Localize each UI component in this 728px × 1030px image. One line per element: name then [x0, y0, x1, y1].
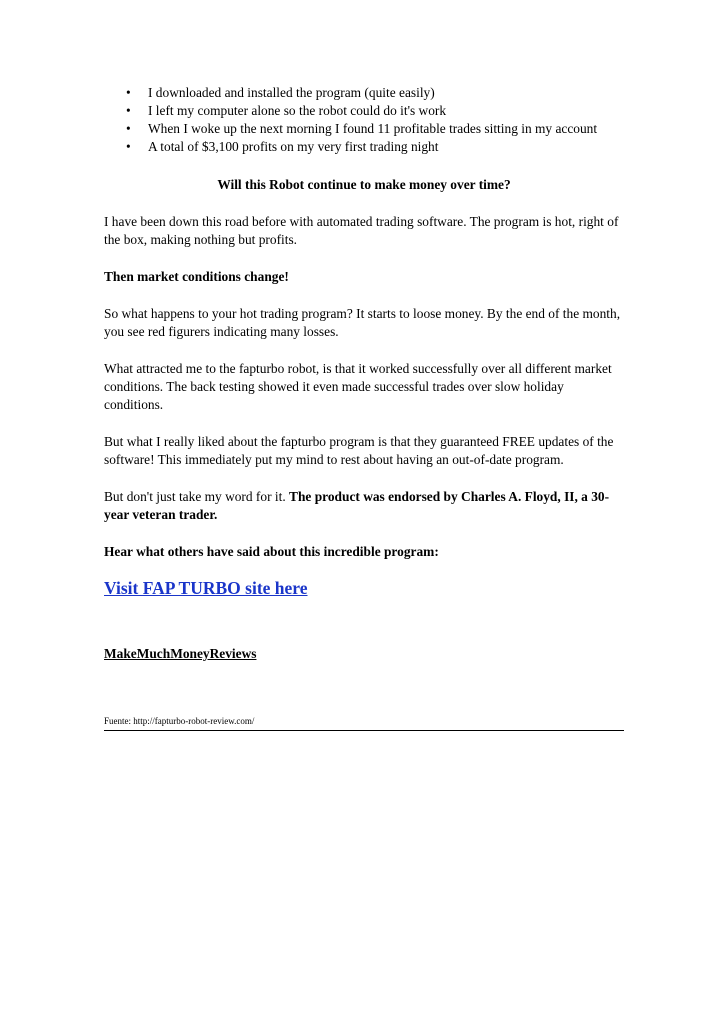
- list-item: • When I woke up the next morning I found 11 profitable trades sitting in my account: [126, 121, 598, 136]
- document-body: [104, 84, 624, 663]
- brand-link[interactable]: MakeMuchMoneyReviews: [104, 646, 257, 661]
- list-item: • I left my computer alone so the robot could do it's work: [126, 103, 447, 118]
- source-footer: Fuente: http://fapturbo-robot-review.com/: [104, 716, 255, 726]
- paragraph: [104, 488, 624, 524]
- paragraph: I have been down this road before with automated trading software. The program is hot, right of the box, making nothing but profits.: [104, 214, 619, 247]
- paragraph: What attracted me to the fapturbo robot, is that it worked successfully over all different market conditions. The back testing showed it even made successful trades over slow holiday conditions.: [104, 361, 612, 412]
- paragraph: So what happens to your hot trading program? It starts to loose money. By the end of the month, you see red figurers indicating many losses.: [104, 306, 621, 339]
- paragraph-emphasis: Then market conditions change!: [104, 269, 289, 284]
- endorsement-text: The product was endorsed by Charles A. Floyd, II, a 30-year veteran trader.: [104, 489, 610, 522]
- visit-site-link[interactable]: Visit FAP TURBO site here: [104, 578, 308, 598]
- paragraph-emphasis: Hear what others have said about this incredible program:: [104, 544, 439, 559]
- bullet-icon: •: [126, 139, 131, 154]
- list-item: • I downloaded and installed the program (quite easily): [126, 85, 435, 100]
- paragraph: But what I really liked about the fapturbo program is that they guaranteed FREE updates of the software! This immediately put my mind to rest about having an out-of-date program.: [104, 434, 614, 467]
- footer-divider: [104, 730, 624, 731]
- bullet-icon: •: [126, 121, 131, 136]
- bullet-list: [104, 84, 624, 156]
- bullet-icon: •: [126, 103, 131, 118]
- list-item: • A total of $3,100 profits on my very first trading night: [126, 139, 439, 154]
- section-heading: Will this Robot continue to make money over time?: [217, 177, 511, 192]
- paragraph-text: But don't just take my word for it.: [104, 489, 290, 504]
- bullet-icon: •: [126, 85, 131, 100]
